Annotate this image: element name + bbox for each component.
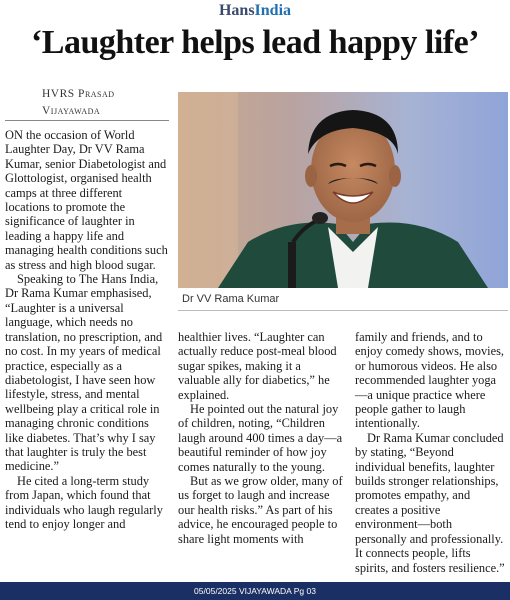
article-headline: ‘Laughter helps lead happy life’ [30, 24, 480, 61]
paragraph: Speaking to The Hans India, Dr Rama Kumar emphasised, “Laughter is a universal language, which needs no translation, no prescription, and no cost. In my years of medical practice, especially as a diabetologist, I have seen how lifestyle, stress, and mental wellbeing play a critical role in managing chronic conditions like diabetes. That’s why I say that laughter is truly the best medicine.” [5, 272, 163, 474]
byline-place: Vijayawada [42, 105, 101, 117]
article-column-3 [355, 330, 505, 575]
masthead-part-2: India [254, 2, 292, 19]
article-column-2 [178, 330, 343, 546]
paragraph: Dr Rama Kumar concluded by stating, “Beyond individual benefits, laughter builds stronger relationships, promotes empathy, and creates a positive environment—both personally and professionally. It connects people, lifts spirits, and fosters resilience.” [355, 430, 505, 575]
photo-caption: Dr VV Rama Kumar [182, 293, 280, 305]
masthead-part-1: Hans [218, 2, 255, 19]
paragraph: He cited a long-term study from Japan, which found that individuals who laugh regularly tend to enjoy longer and [5, 473, 163, 531]
paragraph: ON the occasion of World Laughter Day, Dr VV Rama Kumar, senior Diabetologist and Glottologist, organised health camps at three different locations to promote the significance of laughter in leading a happy life and managing health conditions such as stress and high blood sugar. [5, 128, 168, 272]
paragraph: family and friends, and to enjoy comedy shows, movies, or humorous videos. He also recommended laughter yoga—a unique practice where people gather to laugh intentionally. [355, 330, 505, 431]
paragraph: But as we grow older, many of us forget to laugh and increase our health risks.” As part of his advice, he encouraged people to share light moments with [178, 474, 343, 546]
page-footer: 05/05/2025 VIJAYAWADA Pg 03 [0, 582, 510, 600]
article-column-1 [5, 128, 169, 531]
caption-divider [178, 310, 508, 311]
byline-divider [5, 120, 169, 121]
paragraph: He pointed out the natural joy of children, noting, “Children laugh around 400 times a day—a beautiful reminder of how joy comes naturally to the young. [178, 402, 343, 474]
byline [42, 86, 167, 120]
byline-name: HVRS Prasad [42, 88, 115, 100]
portrait-photo [178, 92, 508, 288]
paragraph: healthier lives. “Laughter can actually reduce post-meal blood sugar spikes, making it a valuable ally for diabetics,” he explained. [178, 330, 337, 402]
